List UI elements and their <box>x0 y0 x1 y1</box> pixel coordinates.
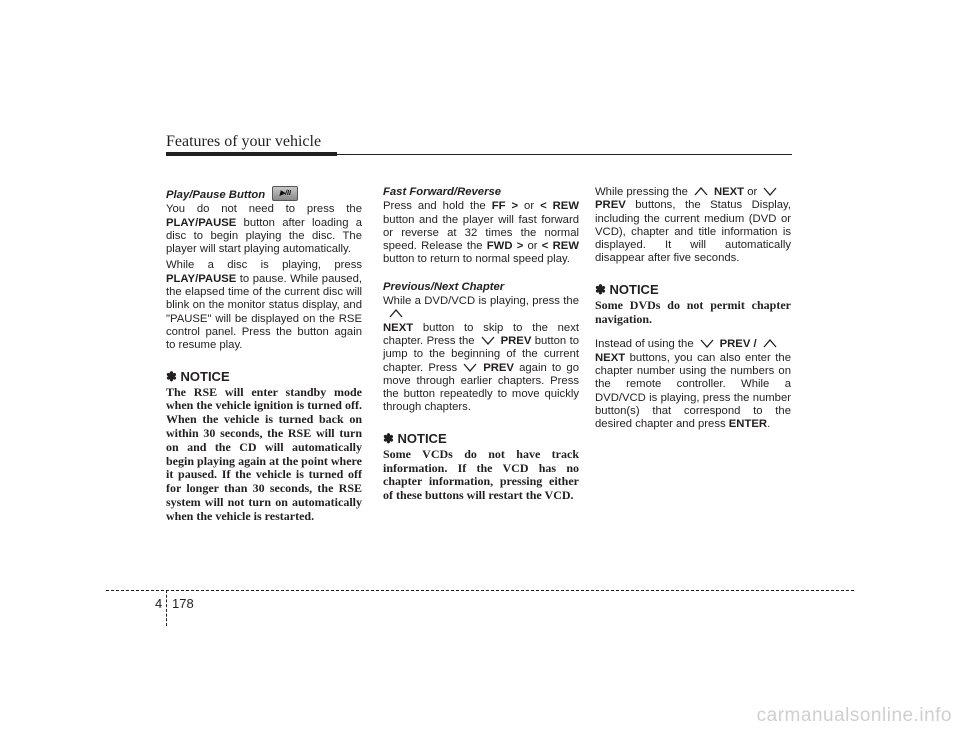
column-3 <box>595 186 791 434</box>
page-number: 178 <box>172 596 194 611</box>
caret-down-icon <box>763 187 777 196</box>
chapter-number-paragraph: Instead of using the PREV / NEXT buttons, you can also enter the chapter number using the numbers on the remote controller. While a DVD/VCD is playing, press the number button(s) that correspond to the desired chapter and press ENTER. <box>595 338 791 431</box>
notice-body-1: The RSE will enter standby mode when the vehicle ignition is turned off. When the vehicle is turned back on within 30 seconds, the RSE will turn on and the CD will automatically begin playing again at the point where it paused. If the vehicle is turned off for longer than 30 seconds, the RSE system will not turn on automatically when the vehicle is restarted. <box>166 384 362 523</box>
notice-heading-1: ✽ NOTICE <box>166 368 230 384</box>
fast-forward-heading: Fast Forward/Reverse <box>383 186 502 198</box>
prev-next-paragraph: While a DVD/VCD is playing, press the NEXT button to skip to the next chapter. Press the PREV button to jump to the beginning of the current chapter. Press PREV again to go move through earlier chapters. Press the button repeatedly to move quickly through chapters. <box>383 295 579 414</box>
notice-heading-3: ✽ NOTICE <box>595 281 659 297</box>
column-1 <box>166 186 362 527</box>
footer-dashed-rule <box>106 590 854 591</box>
caret-up-icon <box>389 309 403 318</box>
notice-heading-2: ✽ NOTICE <box>383 430 447 446</box>
footer-vertical-dashed-rule <box>166 590 167 626</box>
watermark-text: carmanualsonline.info <box>756 705 952 726</box>
prev-next-heading: Previous/Next Chapter <box>383 280 505 293</box>
play-pause-heading: Play/Pause Button ▶/II <box>166 186 362 202</box>
column-2 <box>383 186 579 506</box>
caret-down-icon <box>463 363 477 372</box>
caret-down-icon <box>700 339 714 348</box>
notice-body-2: Some VCDs do not have track information. If the VCD has no chapter information, pressing either of these buttons will restart the VCD. <box>383 446 579 503</box>
play-pause-paragraph-2: While a disc is playing, press PLAY/PAUSE to pause. While paused, the elapsed time of the current disc will blink on the monitor status display, and "PAUSE" will be displayed on the RSE control panel. Press the button again to resume play. <box>166 259 362 352</box>
caret-down-icon <box>481 336 495 345</box>
fast-forward-paragraph: Press and hold the FF > or < REW button and the player will fast forward or reverse at 32 times the normal speed. Release the FWD > or < REW button to return to normal speed play. <box>383 200 579 266</box>
header-title: Features of your vehicle <box>166 133 322 150</box>
status-display-paragraph: While pressing the NEXT or PREV buttons, the Status Display, including the current medium (DVD or VCD), chapter and title information is displayed. It will automatically disappear after five seconds. <box>595 186 791 265</box>
play-pause-button-icon: ▶/II <box>272 186 298 201</box>
caret-up-icon <box>694 187 708 196</box>
section-number: 4 <box>155 596 163 611</box>
header-rule-thick <box>166 152 337 156</box>
notice-body-3: Some DVDs do not permit chapter navigation. <box>595 297 791 326</box>
header-rule-thin <box>337 154 792 155</box>
play-pause-paragraph-1: You do not need to press the PLAY/PAUSE button after loading a disc to begin playing the disc. The player will start playing automatically. <box>166 203 362 256</box>
caret-up-icon <box>763 339 777 348</box>
